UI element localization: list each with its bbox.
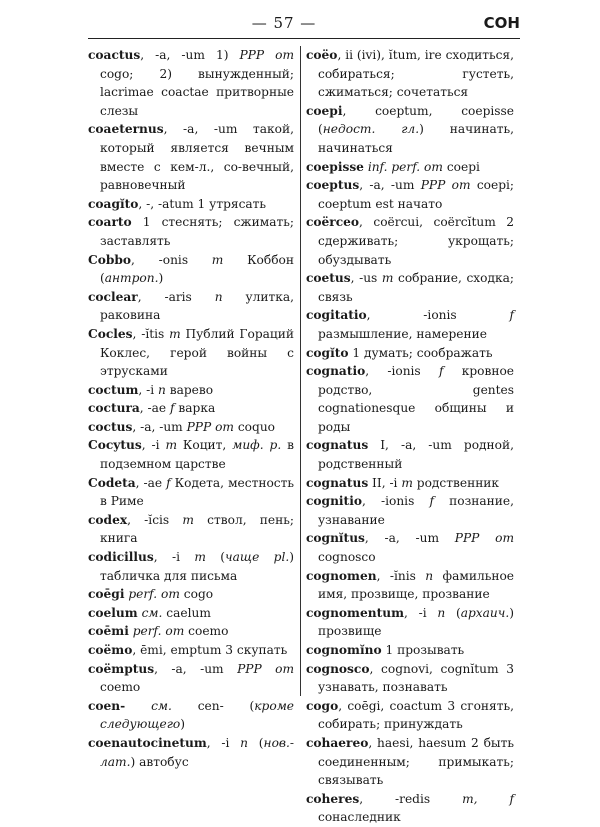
dictionary-entry: [306, 734, 514, 790]
headword: cognĭtus: [306, 531, 365, 546]
dictionary-entry: [88, 213, 294, 250]
definition-text: , -i: [138, 382, 158, 397]
headword: cognomentum: [306, 605, 404, 620]
dictionary-entry: [306, 269, 514, 306]
definition-text: , -a, -um: [364, 531, 455, 546]
definition-text: II, -i: [368, 475, 402, 490]
headword: coēmi: [88, 624, 129, 639]
definition-text: , -ĭnis: [376, 568, 426, 583]
definition-text: , -ionis: [366, 308, 510, 323]
definition-text: , -, -atum 1 утрясать: [138, 196, 267, 211]
grammar-label: n: [425, 568, 434, 583]
definition-text: cogo: [179, 587, 214, 602]
definition-text: cognosco: [318, 550, 376, 565]
headword: coëo: [306, 48, 338, 62]
definition-text: , -a, -um такой, который является вечным вместе с кем-л., со-вечный, равновечный: [100, 122, 294, 193]
headword: coctura: [88, 401, 140, 416]
grammar-label: n: [437, 605, 446, 620]
dictionary-entry: [306, 213, 514, 269]
dictionary-entry: [88, 604, 294, 623]
definition-text: , -ionis: [365, 364, 439, 379]
definition-text: фамильное имя, прозвище, прозвание: [318, 568, 514, 602]
definition-text: , coërcui, coërcĭtum 2 сдерживать; укрощать; обуздывать: [318, 215, 514, 267]
grammar-label: архаич.: [460, 605, 510, 620]
headword: coelum: [88, 605, 138, 620]
definition-text: , -a, -um: [132, 419, 187, 434]
definition-text: в подземном царстве: [100, 438, 294, 472]
dictionary-entry: [88, 436, 294, 473]
headword: cognatus: [306, 438, 369, 453]
definition-text: (: [445, 605, 461, 620]
definition-text: варево: [165, 382, 214, 397]
definition-text: улитка, раковина: [100, 289, 294, 323]
dictionary-entry: [88, 46, 294, 120]
grammar-label: PPP от: [454, 531, 515, 546]
grammar-label: m: [169, 326, 181, 341]
headword: coagĭto: [88, 196, 139, 211]
definition-text: , cognovi, cognĭtum 3 узнавать, познавать: [318, 661, 514, 695]
definition-text: ): [158, 271, 164, 286]
headword: codicillus: [88, 550, 154, 565]
grammar-label: perf. от: [132, 624, 185, 639]
dictionary-entry: [88, 474, 294, 511]
definition-text: 1 думать; соображать: [348, 345, 493, 360]
dictionary-entry: [88, 622, 294, 641]
definition-text: ) прозвище: [318, 605, 514, 639]
grammar-label: f: [509, 308, 514, 323]
definition-text: , -ae: [139, 401, 171, 416]
dictionary-entry: [88, 399, 294, 418]
definition-text: собрание, сходка; связь: [318, 271, 514, 304]
headword: coëmo: [88, 643, 133, 657]
definition-text: coquo: [233, 419, 276, 434]
definition-text: размышление, намерение: [318, 326, 487, 341]
grammar-label: perf. от: [128, 587, 180, 602]
definition-text: кровное родство, gentes cognationesque общины и роды: [318, 364, 514, 434]
dictionary-entry: [88, 418, 294, 437]
dictionary-entry: [306, 102, 514, 158]
definition-text: coepi; coeptum est начато: [318, 178, 515, 211]
definition-text: ствол, пень; книга: [100, 512, 294, 546]
headword: coactus: [88, 48, 141, 62]
grammar-label: m: [182, 512, 194, 527]
definition-text: , ēmi, emptum 3 скупать: [132, 643, 288, 657]
header-rule: [88, 38, 520, 39]
grammar-label: f: [429, 494, 434, 509]
grammar-label: PPP от: [237, 661, 294, 676]
definition-text: , -ĭcis: [127, 512, 183, 527]
grammar-label: m: [381, 271, 394, 286]
dictionary-entry: [88, 288, 294, 325]
definition-text: сонаследник: [318, 810, 401, 825]
grammar-label: антроп.: [104, 271, 159, 286]
headword: cogo: [306, 698, 339, 713]
headword: cogitatio: [306, 308, 367, 323]
headword: coclear: [88, 289, 138, 304]
grammar-label: PPP от: [186, 419, 234, 434]
grammar-label: PPP от: [420, 178, 471, 193]
definition-text: Кодета, местность в Риме: [100, 475, 294, 509]
definition-text: (: [248, 735, 264, 750]
grammar-label: см.: [141, 605, 163, 620]
definition-text: Коббон (: [100, 252, 294, 286]
definition-text: ) табличка для письма: [100, 550, 294, 583]
definition-text: [125, 699, 151, 713]
grammar-label: n: [158, 382, 166, 397]
headword: cogĭto: [306, 345, 349, 360]
headword: coetus: [306, 271, 351, 286]
headword: coaeternus: [88, 122, 164, 137]
dictionary-entry: [306, 604, 514, 641]
dictionary-entry: [88, 734, 294, 771]
definition-text: , ii (ivi), ĭtum, ire сходиться, собираться; густеть, сжиматься; сочетаться: [318, 48, 514, 100]
grammar-label: см.: [151, 698, 172, 713]
dictionary-entry: [88, 641, 294, 660]
headword: coctum: [88, 382, 139, 397]
dictionary-entry: [306, 790, 514, 827]
headword: coen-: [88, 698, 126, 713]
definition-text: , -onis: [131, 252, 212, 267]
definition-text: cen- (: [171, 698, 255, 713]
running-head: СОН: [483, 14, 520, 32]
definition-text: cogo; 2) вынужденный; lacrimae coactae притворные слезы: [100, 66, 294, 118]
page-number: — 57 —: [251, 14, 317, 32]
grammar-label: m: [401, 475, 413, 490]
grammar-label: PPP от: [239, 48, 294, 62]
headword: cohaereo: [306, 735, 369, 750]
dictionary-entry: [306, 492, 514, 529]
dictionary-entry: [306, 344, 514, 363]
definition-text: , -a, -um 1): [140, 48, 240, 62]
headword: coepisse: [306, 159, 364, 174]
headword: coërceo: [306, 215, 360, 230]
definition-text: родственник: [412, 475, 500, 490]
dictionary-entry: [306, 697, 514, 734]
headword: Codeta: [88, 475, 136, 490]
headword: Cocytus: [88, 438, 142, 453]
definition-text: , coēgi, coactum 3 сгонять, собирать; принуждать: [318, 698, 514, 732]
definition-text: , haesi, haesum 2 быть соединенным; примыкать; связывать: [318, 735, 514, 788]
page-header: [88, 8, 520, 38]
dictionary-entry: [306, 158, 514, 177]
dictionary-entry: [88, 511, 294, 548]
dictionary-entry: [88, 251, 294, 288]
headword: coēgi: [88, 587, 125, 602]
dictionary-entry: [306, 529, 514, 566]
grammar-label: n: [240, 735, 249, 750]
headword: coarto: [88, 215, 132, 230]
dictionary-entry: [88, 697, 294, 734]
dictionary-entry: [306, 306, 514, 343]
headword: cognosco: [306, 661, 370, 676]
headword: cognatio: [306, 364, 366, 379]
headword: coëmptus: [88, 661, 155, 676]
definition-text: 1 прозывать: [381, 643, 465, 657]
definition-text: coemo: [100, 680, 141, 695]
definition-text: ) автобус: [130, 754, 189, 769]
definition-text: , -aris: [137, 289, 215, 304]
dictionary-entry: [88, 325, 294, 381]
definition-text: познание, узнавание: [318, 494, 514, 527]
definition-text: , -i: [153, 550, 195, 565]
definition-text: , -ae: [135, 475, 167, 490]
grammar-label: f: [166, 475, 171, 490]
definition-text: , -i: [403, 605, 438, 620]
definition-text: 1 стеснять; сжимать; заставлять: [100, 215, 294, 248]
column-divider: [300, 46, 301, 696]
dictionary-entry: [88, 195, 294, 214]
grammar-label: m: [211, 252, 224, 267]
dictionary-entry: [88, 120, 294, 194]
dictionary-entry: [306, 176, 514, 213]
grammar-label: m, f: [462, 791, 514, 806]
dictionary-entry: [306, 362, 514, 436]
definition-text: , coeptum, coepisse (: [318, 103, 514, 137]
grammar-label: n: [214, 289, 223, 304]
dictionary-entry: [88, 548, 294, 585]
headword: coepi: [306, 103, 343, 118]
definition-text: (: [205, 550, 226, 565]
grammar-label: f: [438, 364, 444, 379]
grammar-label: недост. гл.: [322, 122, 420, 137]
grammar-label: f: [170, 401, 175, 416]
dictionary-entry: [306, 436, 514, 473]
headword: coheres: [306, 791, 360, 806]
grammar-label: m: [194, 550, 206, 565]
definition-text: , -a, -um: [359, 178, 421, 193]
headword: Cocles: [88, 326, 133, 341]
definition-text: I, -a, -um родной, родственный: [318, 438, 514, 472]
definition-text: ): [180, 717, 185, 732]
grammar-label: m: [165, 438, 177, 453]
headword: cognomĭno: [306, 643, 382, 657]
grammar-label: кроме следующего: [100, 698, 295, 732]
headword: cognatus: [306, 475, 369, 490]
definition-text: , -us: [350, 271, 382, 286]
headword: Cobbo: [88, 252, 132, 267]
dictionary-entry: [88, 585, 294, 604]
grammar-label: inf. perf. от: [367, 159, 443, 174]
headword: coeptus: [306, 178, 360, 193]
dictionary-entry: [306, 567, 514, 604]
dictionary-entry: [306, 46, 514, 102]
dictionary-entry: [88, 381, 294, 400]
definition-text: , -i: [141, 438, 166, 453]
headword: cognomen: [306, 568, 377, 583]
grammar-label: миф. р.: [232, 438, 282, 453]
definition-text: , -a, -um: [154, 661, 238, 676]
headword: coctus: [88, 419, 133, 434]
definition-text: Публий Гораций Коклес, герой войны с этрусками: [100, 326, 294, 379]
definition-text: ) начинать, начинаться: [318, 122, 514, 155]
definition-text: Коцит,: [177, 438, 233, 453]
dictionary-entry: [306, 660, 514, 697]
right-column: [306, 46, 514, 827]
left-column: [88, 46, 294, 771]
grammar-label: чаще pl.: [225, 550, 290, 565]
grammar-label: нов.-лат.: [100, 735, 294, 769]
definition-text: coemo: [184, 624, 229, 639]
definition-text: , -ĭtis: [132, 326, 170, 341]
definition-text: coepi: [442, 159, 480, 174]
dictionary-entry: [306, 474, 514, 493]
definition-text: , -ionis: [361, 494, 430, 509]
dictionary-entry: [306, 641, 514, 660]
definition-text: варка: [174, 401, 216, 416]
definition-text: , -i: [206, 735, 241, 750]
headword: codex: [88, 512, 128, 527]
dictionary-entry: [88, 660, 294, 697]
headword: coenautocinetum: [88, 735, 207, 750]
definition-text: , -redis: [359, 791, 463, 806]
definition-text: caelum: [162, 605, 211, 620]
headword: cognitio: [306, 494, 362, 509]
